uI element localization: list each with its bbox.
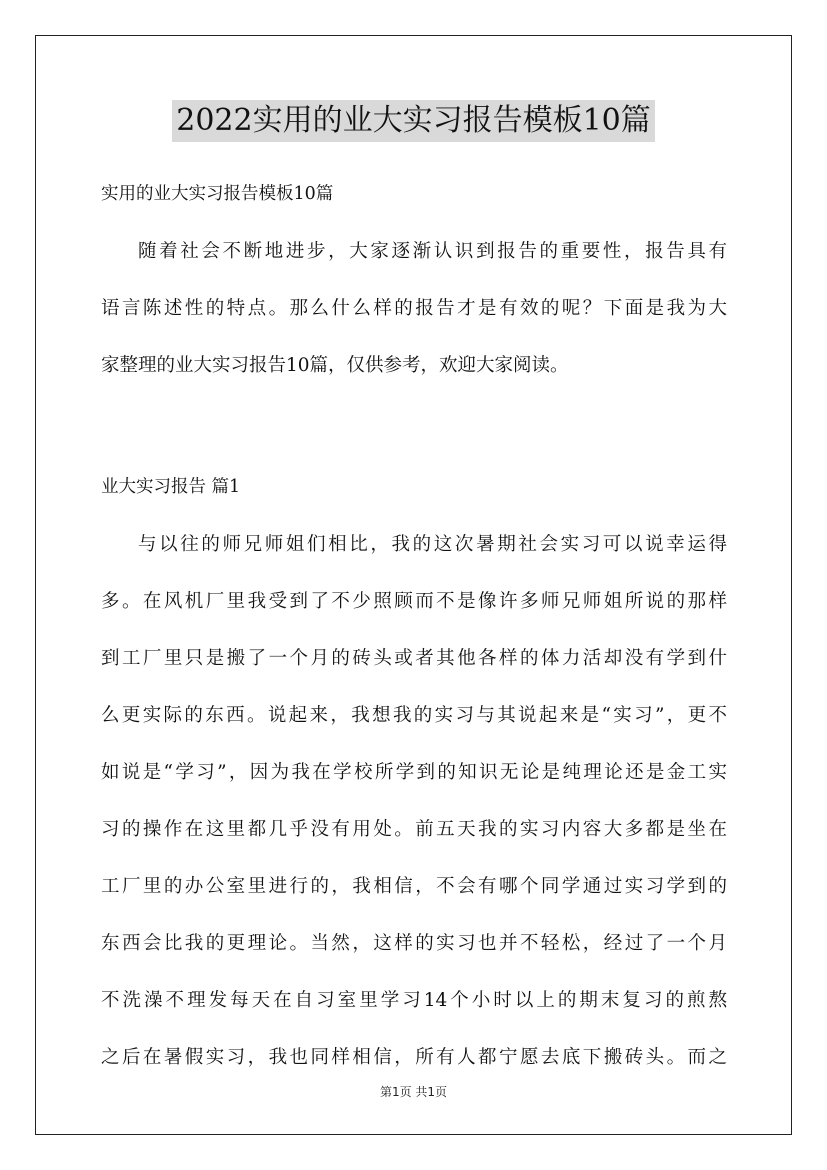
body-line: 东西会比我的更理论。当然，这样的实习也并不轻松，经过了一个月: [101, 933, 727, 954]
spacer: [101, 210, 727, 236]
body-line: 么更实际的东西。说起来，我想我的实习与其说起来是“实习”，更不: [101, 705, 727, 726]
spacer: [101, 382, 727, 441]
title-container: [0, 100, 827, 142]
document-title: 2022实用的业大实习报告模板10篇: [172, 100, 655, 142]
intro-line: 家整理的业大实习报告10篇，仅供参考，欢迎大家阅读。: [101, 355, 569, 376]
intro-paragraph: [101, 236, 727, 382]
page-footer: [0, 1083, 827, 1100]
body-line: 到工厂里只是搬了一个月的砖头或者其他各样的体力活却没有学到什: [101, 648, 727, 669]
body-line: 多。在风机厂里我受到了不少照顾而不是像许多师兄师姐所说的那样: [101, 591, 727, 612]
spacer: [101, 503, 727, 529]
spacer: [101, 441, 727, 471]
body-line: 如说是“学习”，因为我在学校所学到的知识无论是纯理论还是金工实: [101, 762, 727, 783]
section-heading: 业大实习报告 篇1: [101, 477, 241, 497]
document-body: [101, 178, 727, 1074]
body-line: 之后在暑假实习，我也同样相信，所有人都宁愿去底下搬砖头。而之: [101, 1047, 727, 1068]
intro-line: 随着社会不断地进步，大家逐渐认识到报告的重要性，报告具有: [138, 241, 727, 262]
body-line: 与以往的师兄师姐们相比，我的这次暑期社会实习可以说幸运得: [138, 534, 727, 555]
document-subtitle: 实用的业大实习报告模板10篇: [101, 184, 334, 204]
body-line: 工厂里的办公室里进行的，我相信，不会有哪个同学通过实习学到的: [101, 876, 727, 897]
body-line: 习的操作在这里都几乎没有用处。前五天我的实习内容大多都是坐在: [101, 819, 727, 840]
intro-line: 语言陈述性的特点。那么什么样的报告才是有效的呢？下面是我为大: [101, 298, 727, 319]
body-paragraph: [101, 529, 727, 1074]
page-number: 第1页 共1页: [379, 1085, 448, 1099]
body-line: 不洗澡不理发每天在自习室里学习14个小时以上的期末复习的煎熬: [101, 990, 727, 1011]
